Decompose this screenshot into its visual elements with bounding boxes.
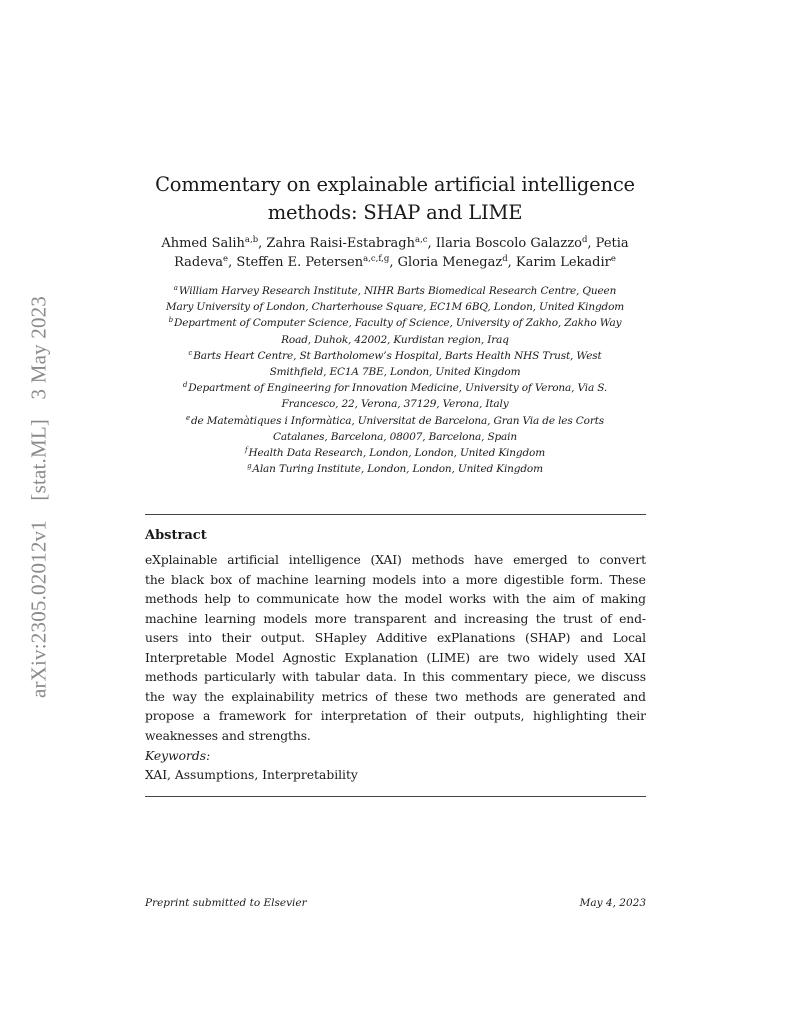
abstract-word: machine <box>145 611 198 626</box>
abstract-word: black <box>171 572 205 587</box>
abstract-word: their <box>435 709 466 723</box>
affiliation-text: Mary University of London, Charterhouse Square, EC1M 6BQ, London, United Kingdom <box>165 301 625 314</box>
abstract-word: models <box>263 611 308 626</box>
abstract-word: their <box>221 631 251 645</box>
author-line <box>145 253 645 272</box>
abstract-word: trust <box>563 611 593 626</box>
author-separator: , Petia <box>587 236 629 251</box>
abstract-word: learning <box>204 611 256 626</box>
arxiv-category: [stat.ML] <box>26 418 51 501</box>
abstract-line <box>145 707 646 727</box>
abstract-word: propose <box>145 709 195 723</box>
affiliation-text: Health Data Research, London, London, United Kingdom <box>248 447 545 460</box>
abstract-word: intelligence <box>288 553 361 567</box>
abstract-word: of <box>238 572 251 587</box>
abstract-word: machine <box>256 572 309 587</box>
abstract-word: Agnostic <box>282 650 336 665</box>
abstract-word: end- <box>619 611 646 626</box>
abstract-word: have <box>474 553 504 567</box>
abstract-line <box>145 688 646 708</box>
abstract-top-rule <box>145 514 646 515</box>
abstract-word: (XAI) <box>370 553 402 567</box>
abstract-word: models <box>372 572 417 587</box>
abstract-word: a <box>452 572 460 587</box>
abstract-word: model <box>404 592 443 606</box>
abstract-word: These <box>609 572 646 587</box>
affiliation-text: Barts Heart Centre, St Bartholomew’s Hospital, Barts Health NHS Trust, West <box>193 349 602 362</box>
abstract-word: the <box>535 611 556 626</box>
abstract-word: and <box>623 689 646 704</box>
abstract-word: their <box>616 709 646 723</box>
author-name: Ahmed Salih <box>161 236 245 251</box>
abstract-line <box>145 610 646 630</box>
affiliation-marker: a <box>173 284 178 292</box>
abstract-word: highlighting <box>533 709 608 723</box>
abstract-word: increasing <box>464 611 529 626</box>
affiliation-marker: b <box>168 316 173 325</box>
abstract-word: artificial <box>227 553 279 567</box>
abstract-word: transparent <box>353 611 427 626</box>
abstract-word: convert <box>599 553 646 567</box>
abstract-word: tabular <box>315 670 360 684</box>
abstract-word: and <box>433 611 457 626</box>
abstract-word: used <box>586 650 616 665</box>
abstract-word: framework <box>218 709 286 723</box>
affiliation-text: de Matemàtiques i Informàtica, Universitat de Barcelona, Gran Via de les Corts <box>190 414 604 427</box>
abstract-word: exPlanations <box>436 631 516 645</box>
author-affiliation-marker: e <box>610 254 616 264</box>
abstract-word: to <box>237 592 250 606</box>
paper-title <box>145 171 645 227</box>
abstract-word: metrics <box>321 689 368 704</box>
author-list <box>145 234 645 272</box>
abstract-word: two <box>507 650 530 665</box>
author-line <box>145 234 645 253</box>
abstract-word: of <box>581 592 594 606</box>
abstract-word: explainability <box>231 689 315 704</box>
abstract-word: the <box>145 689 165 704</box>
abstract-word: with <box>281 670 309 684</box>
abstract-word: (SHAP) <box>525 631 571 645</box>
abstract-word: more <box>465 572 498 587</box>
abstract-word: XAI <box>624 650 646 665</box>
affiliation-line <box>140 445 650 461</box>
affiliation-line <box>140 413 650 429</box>
abstract-line <box>145 649 646 669</box>
abstract-word: Local <box>612 631 646 645</box>
abstract-word: Interpretable <box>145 650 227 665</box>
author-affiliation-marker: d <box>581 235 588 245</box>
abstract-word: making <box>600 592 646 606</box>
abstract-word: SHapley <box>314 631 367 645</box>
affiliation-text: Department of Computer Science, Faculty of Science, University of Zakho, Zakho Way <box>173 317 622 330</box>
abstract-line <box>145 590 646 610</box>
abstract-word: Model <box>235 650 275 665</box>
abstract-word: methods <box>411 553 465 567</box>
abstract-word: more <box>314 611 347 626</box>
arxiv-id: arXiv:2305.02012v1 <box>26 520 51 699</box>
author-separator: , <box>507 255 516 270</box>
abstract-word: output. <box>260 631 305 645</box>
abstract-word: communicate <box>256 592 340 606</box>
abstract-word: outputs, <box>473 709 525 723</box>
abstract-word: (LIME) <box>426 650 470 665</box>
author-separator: , <box>228 255 237 270</box>
abstract-word: these <box>394 689 428 704</box>
affiliation-line <box>140 299 650 315</box>
author-name: Ilaria Boscolo Galazzo <box>435 236 582 251</box>
abstract-line <box>145 668 646 688</box>
abstract-line <box>145 571 646 591</box>
author-affiliation-marker: e <box>223 254 229 264</box>
abstract-word: particularly <box>204 670 276 684</box>
abstract-heading: Abstract <box>145 528 207 543</box>
abstract-word: to <box>577 553 590 567</box>
abstract-word: commentary <box>451 670 529 684</box>
keywords-list: XAI, Assumptions, Interpretability <box>145 768 358 782</box>
author-separator: , <box>427 236 436 251</box>
author-name: Karim Lekadir <box>515 255 611 270</box>
abstract-line <box>145 551 646 571</box>
author-separator: , <box>258 236 267 251</box>
abstract-word: way <box>172 689 197 704</box>
abstract-word: the <box>204 689 225 704</box>
abstract-word: of <box>415 709 428 723</box>
abstract-word: a <box>202 709 211 723</box>
abstract-word: works <box>448 592 486 606</box>
author-name: Zahra Raisi-Estabragh <box>266 236 415 251</box>
affiliation-marker: d <box>182 381 188 390</box>
affiliation-line <box>140 461 650 477</box>
affiliation-line <box>140 364 650 380</box>
abstract-word: form. <box>570 572 604 587</box>
abstract-word: discuss <box>601 670 646 684</box>
affiliation-list <box>140 283 650 477</box>
affiliation-text: William Harvey Research Institute, NIHR Barts Biomedical Research Centre, Queen <box>178 285 617 297</box>
affiliation-text: Road, Duhok, 42002, Kurdistan region, Iraq <box>281 333 509 346</box>
keywords-label: Keywords: <box>145 749 211 763</box>
arxiv-side-stamp <box>27 289 52 705</box>
affiliation-line <box>140 348 650 364</box>
abstract-word: two <box>435 689 458 704</box>
abstract-word: with <box>492 592 520 606</box>
author-affiliation-marker: d <box>502 254 508 264</box>
abstract-word: methods <box>465 689 518 704</box>
affiliation-line <box>140 332 650 348</box>
author-separator: , <box>389 255 398 270</box>
preprint-note: Preprint submitted to Elsevier <box>145 897 307 909</box>
affiliation-text: Smithfield, EC1A 7BE, London, United Kingdom <box>269 366 521 379</box>
abstract-word: widely <box>538 650 579 665</box>
abstract-word: eXplainable <box>145 553 218 567</box>
author-affiliation-marker: a,c,f,g <box>363 254 390 264</box>
author-affiliation-marker: a,c <box>415 235 428 245</box>
abstract-word: the <box>378 592 398 606</box>
affiliation-text: Catalanes, Barcelona, 08007, Barcelona, Spain <box>273 430 517 443</box>
affiliation-marker: c <box>188 348 193 357</box>
abstract-word: Explanation <box>344 650 418 665</box>
author-name: Steffen E. Petersen <box>236 255 364 270</box>
abstract-word: methods <box>145 592 198 606</box>
affiliation-line <box>140 380 650 396</box>
abstract-word: are <box>525 689 546 704</box>
affiliation-text: Alan Turing Institute, London, London, United Kingdom <box>252 463 543 476</box>
arxiv-date: 3 May 2023 <box>26 295 51 400</box>
abstract-text <box>145 551 646 746</box>
abstract-word: this <box>422 670 445 684</box>
affiliation-line <box>140 283 650 299</box>
abstract-word: digestible <box>503 572 565 587</box>
abstract-bottom-rule <box>145 796 646 797</box>
abstract-word: In <box>403 670 416 684</box>
abstract-word: emerged <box>513 553 568 567</box>
abstract-word: help <box>204 592 231 606</box>
title-line: methods: SHAP and LIME <box>267 201 523 225</box>
abstract-word: piece, <box>534 670 571 684</box>
abstract-word: learning <box>314 572 367 587</box>
affiliation-marker: g <box>247 462 252 471</box>
abstract-word: into <box>422 572 447 587</box>
abstract-word: of <box>375 689 388 704</box>
abstract-word: users <box>145 631 179 645</box>
affiliation-marker: f <box>245 446 248 455</box>
author-affiliation-marker: a,b <box>244 235 259 245</box>
abstract-word: are <box>478 650 499 665</box>
abstract-word: interpretation <box>320 709 407 723</box>
title-line: Commentary on explainable artificial intelligence <box>155 173 635 197</box>
abstract-word: how <box>345 592 372 606</box>
abstract-line: weaknesses and strengths. <box>145 728 311 743</box>
affiliation-marker: e <box>185 413 190 422</box>
abstract-word: and <box>580 631 603 645</box>
abstract-word: the <box>145 572 165 587</box>
abstract-word: the <box>526 592 546 606</box>
abstract-word: aim <box>552 592 576 606</box>
abstract-word: for <box>294 709 313 723</box>
abstract-word: we <box>577 670 595 684</box>
preprint-date: May 4, 2023 <box>579 897 646 909</box>
abstract-word: Additive <box>376 631 428 645</box>
abstract-word: of <box>599 611 612 626</box>
abstract-line <box>145 629 646 649</box>
author-name: Gloria Menegaz <box>397 255 503 270</box>
abstract-word: box <box>210 572 233 587</box>
affiliation-line <box>140 315 650 331</box>
abstract-word: generated <box>552 689 616 704</box>
abstract-word: data. <box>365 670 397 684</box>
author-name: Radeva <box>174 255 224 270</box>
affiliation-text: Department of Engineering for Innovation Medicine, University of Verona, Via S. <box>188 382 608 395</box>
abstract-word: into <box>187 631 212 645</box>
affiliation-line <box>140 429 650 445</box>
affiliation-line <box>140 396 650 412</box>
affiliation-text: Francesco, 22, Verona, 37129, Verona, Italy <box>281 398 509 411</box>
abstract-word: methods <box>145 670 198 684</box>
